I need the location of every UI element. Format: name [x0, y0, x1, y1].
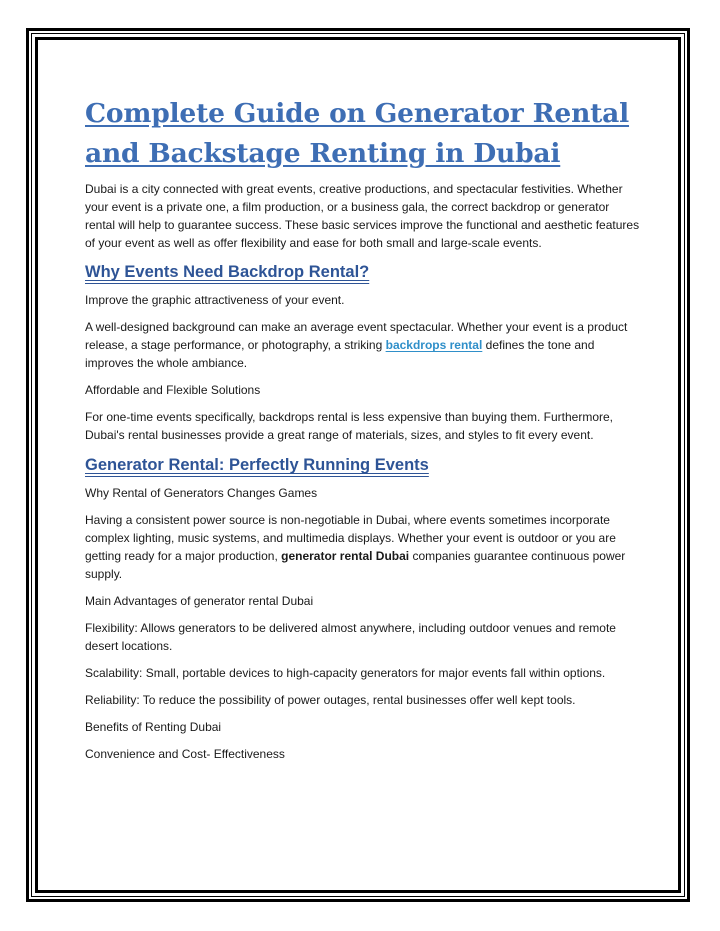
paragraph: For one-time events specifically, backdrops rental is less expensive than buying them. Furthermore, Dubai's rental businesses provide a great range of materials, sizes, and styles to fit every event. [85, 410, 614, 442]
text-span: defines the tone and improves the whole ambiance. [85, 338, 595, 370]
paragraph: Why Rental of Generators Changes Games [85, 486, 318, 500]
paragraph: Improve the graphic attractiveness of your event. [85, 293, 345, 307]
paragraph-with-bold [85, 511, 640, 583]
generator-rental-dubai-bold: generator rental Dubai [281, 549, 410, 563]
text-span: companies guarantee continuous power supply. [85, 549, 626, 581]
section-heading-backdrop: Why Events Need Backdrop Rental? [85, 263, 370, 281]
paragraph-with-link [85, 318, 640, 372]
paragraph: Scalability: Small, portable devices to high-capacity generators for major events fall within options. [85, 666, 606, 680]
paragraph: Reliability: To reduce the possibility of power outages, rental businesses offer well kept tools. [85, 693, 576, 707]
text-span: Having a consistent power source is non-negotiable in Dubai, where events sometimes incorporate complex lighting, music systems, and multimedia displays. Whether your event is outdoor or you are getting ready for a major production, [85, 513, 616, 563]
section-heading-generator: Generator Rental: Perfectly Running Events [85, 456, 429, 474]
paragraph: Main Advantages of generator rental Dubai [85, 594, 314, 608]
intro-paragraph: Dubai is a city connected with great events, creative productions, and spectacular festivities. Whether your event is a private one, a film production, or a business gala, the correct backdrop or generator rental will help to guarantee success. These basic services improve the functional and aesthetic features of your event as well as offer flexibility and ease for both small and large-scale events. [85, 182, 640, 250]
paragraph: Flexibility: Allows generators to be delivered almost anywhere, including outdoor venues and remote desert locations. [85, 621, 616, 653]
text-span: A well-designed background can make an average event spectacular. Whether your event is a product release, a stage performance, or photography, a striking [85, 320, 628, 352]
paragraph: Convenience and Cost- Effectiveness [85, 747, 285, 761]
backdrops-rental-link[interactable]: backdrops rental [385, 338, 483, 352]
document-title: Complete Guide on Generator Rental and Backstage Renting in Dubai [85, 98, 630, 169]
document-body [85, 94, 640, 772]
paragraph: Benefits of Renting Dubai [85, 720, 222, 734]
paragraph: Affordable and Flexible Solutions [85, 383, 261, 397]
